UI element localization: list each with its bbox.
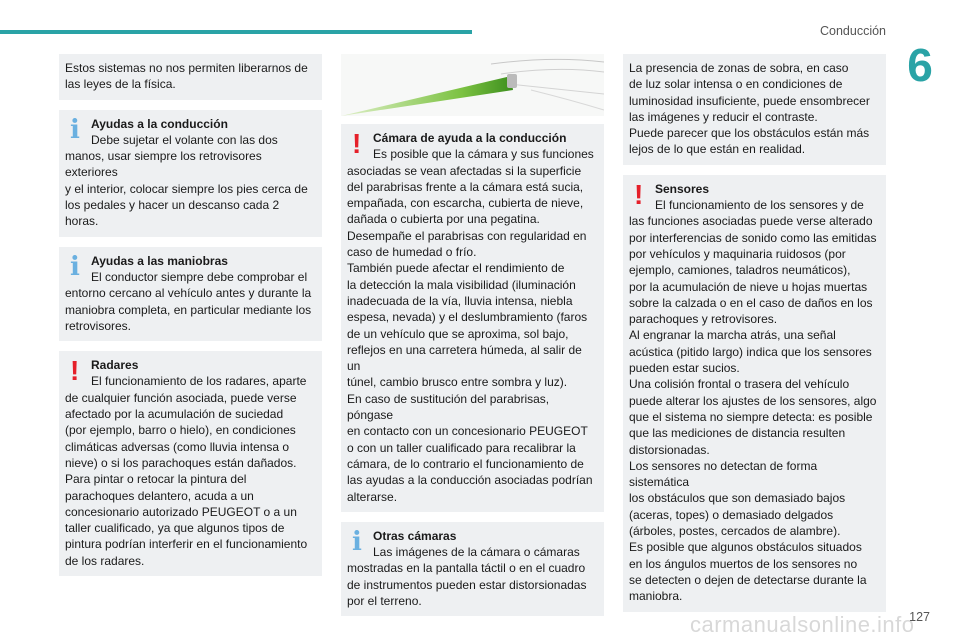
note-body: de cualquier función asociada, puede verse afectado por la acumulación de suciedad (por ejemplo, barro o hielo), en condiciones climáticas adversas (como lluvia intensa o nieve) o si los parachoques están dañados. Para pintar o retocar la pintura del parachoques delantero, acuda a un concesionario autorizado PEUGEOT o a un taller cualificado, ya que algunos tipos de pintura podrían interferir en el funcionamiento de los radares. (65, 390, 308, 568)
note-first-line: Debe sujetar el volante con las dos (91, 132, 278, 147)
info-icon: i (352, 526, 362, 557)
note-first-line: El funcionamiento de los sensores y de (655, 198, 864, 213)
windshield-camera-image (341, 54, 604, 116)
paragraph: Estos sistemas no nos permiten liberarnos de las leyes de la física. (65, 61, 308, 92)
info-note (341, 522, 604, 616)
note-body: manos, usar siempre los retrovisores exteriores y el interior, colocar siempre los pies cerca de los pedales y hacer un descanso cada 2 horas. (65, 149, 308, 229)
info-note (59, 110, 322, 237)
section-title: Conducción (819, 24, 886, 38)
note-first-line: Es posible que la cámara y sus funciones (373, 147, 594, 162)
warning-note (59, 351, 322, 576)
column-1 (59, 54, 322, 586)
note-first-line: Las imágenes de la cámara o cámaras (373, 545, 580, 560)
info-icon: i (70, 251, 80, 282)
camera-illustration (341, 54, 604, 116)
warning-icon: ! (352, 128, 362, 159)
note-title: Sensores (655, 181, 710, 196)
note-body: entorno cercano al vehículo antes y durante la maniobra completa, en particular mediante los retrovisores. (65, 286, 312, 333)
note-title: Cámara de ayuda a la conducción (373, 131, 567, 145)
note-first-line: El funcionamiento de los radares, aparte (91, 374, 307, 389)
column-2 (341, 54, 604, 626)
info-icon: i (70, 114, 80, 145)
note-body: mostradas en la pantalla táctil o en el cuadro de instrumentos pueden estar distorsionadas por el terreno. (347, 561, 587, 609)
warning-icon: ! (70, 355, 80, 387)
note-body: las funciones asociadas puede verse alterado por interferencias de sonido como las emitidas por vehículos y maquinaria ruidosos (por ejemplo, camiones, taladros neumáticos), por la acumulación de nieve u hojas muertas sobre la calzada o en el caso de daños en los parachoques y retrovisores. Al engranar la marcha atrás, una señal acústica (pitido largo) indica que los sensores pueden estar sucios. Una colisión frontal o trasera del vehículo puede alterar los ajustes de los sensores, algo que el sistema no siempre detecta: es posible que las mediciones de distancia resulten distorsionadas. Los sensores no detectan de forma sistemática los obstáculos que son demasiado bajos (aceras, topes) o demasiado delgados (árboles, postes, cercados de alambre). Es posible que algunos obstáculos situados en los ángulos muertos de los sensores no se detecten o dejen de detectarse durante la maniobra. (629, 214, 877, 604)
text-block (623, 54, 886, 165)
page-number: 127 (909, 610, 930, 624)
paragraph: La presencia de zonas de sobra, en caso de luz solar intensa o en condiciones de luminosidad insuficiente, puede ensombrecer las imágenes y reducir el contraste. Puede parecer que los obstáculos están más lejos de lo que están en realidad. (629, 61, 870, 157)
warning-icon: ! (634, 178, 644, 210)
note-title: Ayudas a las maniobras (91, 253, 228, 268)
info-note (59, 247, 322, 341)
note-title: Radares (91, 358, 139, 373)
warning-note (341, 124, 604, 512)
note-body: asociadas se vean afectadas si la superficie del parabrisas frente a la cámara está sucia, empañada, con escarcha, cubierta de nieve, dañada o cubierta por una pegatina. Desempañe el parabrisas con regularidad en caso de humedad o frío. También puede afectar el rendimiento de la detección la mala visibilidad (iluminación inadecuada de la vía, lluvia intensa, niebla espesa, nevada) y el deslumbramiento (faros de un vehículo que se aproxima, sol bajo, reflejos en una carretera húmeda, al salir de un túnel, cambio brusco entre sombra y luz). En caso de sustitución del parabrisas, póngase en contacto con un concesionario PEUGEOT o con un taller cualificado para recalibrar la cámara, de lo contrario el funcionamiento de las ayudas a la conducción asociadas podrían alterarse. (347, 163, 593, 504)
note-first-line: El conductor siempre debe comprobar el (91, 269, 308, 284)
watermark: carmanualsonline.info (690, 612, 915, 637)
header-bar (0, 30, 472, 34)
note-title: Ayudas a la conducción (91, 116, 228, 131)
note-title: Otras cámaras (373, 528, 457, 543)
chapter-number: 6 (907, 39, 933, 91)
text-block (59, 54, 322, 100)
column-3 (623, 54, 886, 622)
warning-note (623, 175, 886, 612)
